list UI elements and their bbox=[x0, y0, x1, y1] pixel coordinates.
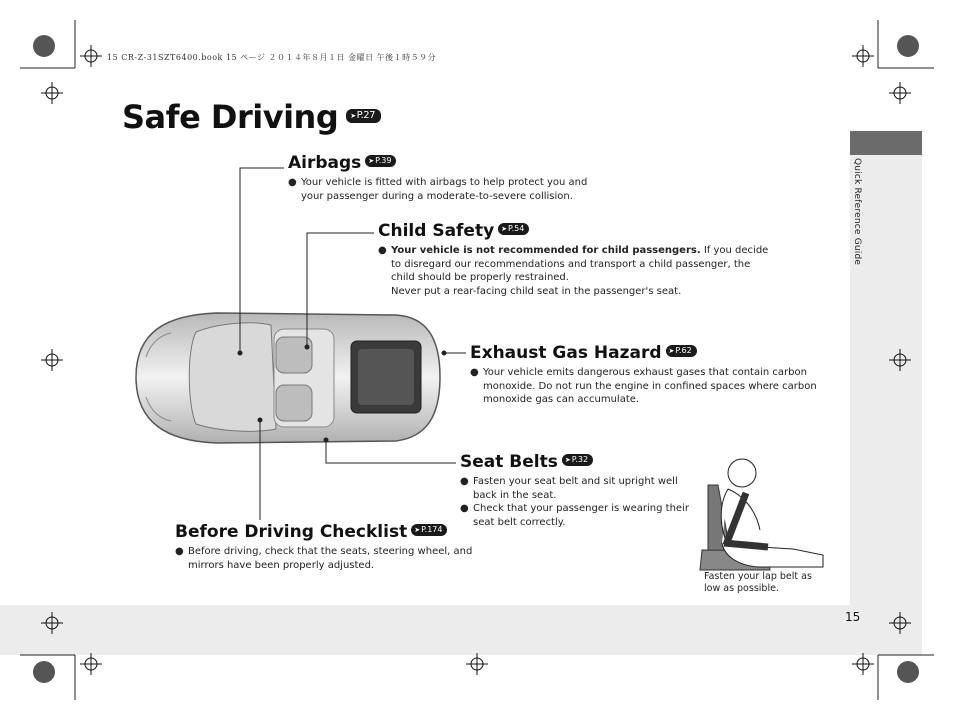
page-title-text: Safe Driving bbox=[122, 98, 339, 136]
seat-belts-bullet-2-text: Check that your passenger is wearing their seat belt correctly. bbox=[473, 503, 689, 528]
child-safety-warning-bold: Your vehicle is not recommended for child passengers. bbox=[391, 245, 701, 256]
arrow-icon: ➤ bbox=[414, 526, 421, 534]
print-header: 15 CR-Z-31SZT6400.book 15 ページ ２０１４年８月１日 金曜日 午後１時５９分 bbox=[107, 53, 437, 62]
bullet-icon: ● bbox=[460, 503, 469, 514]
page-number: 15 bbox=[845, 610, 861, 624]
child-safety-text: If you decide to disregard our recommendations and transport a child passenger, the child should be properly restrained. bbox=[391, 245, 769, 283]
bullet-icon: ● bbox=[378, 245, 387, 256]
side-tab-marker bbox=[850, 131, 922, 155]
child-safety-page-ref-label: P.54 bbox=[508, 224, 525, 233]
checklist-bullet-text: Before driving, check that the seats, steering wheel, and mirrors have been properly adjusted. bbox=[188, 546, 473, 571]
title-page-ref[interactable] bbox=[346, 109, 381, 123]
exhaust-page-ref[interactable] bbox=[666, 345, 697, 357]
airbags-title-text: Airbags bbox=[288, 153, 362, 173]
seat-belts-bullet-1 bbox=[460, 475, 695, 502]
airbags-page-ref[interactable] bbox=[365, 155, 396, 167]
child-safety-title bbox=[378, 221, 770, 241]
exhaust-bullet-text: Your vehicle emits dangerous exhaust gases that contain carbon monoxide. Do not run the engine in confined spaces where carbon monoxide gas can accumulate. bbox=[483, 367, 817, 405]
exhaust-page-ref-label: P.62 bbox=[675, 346, 692, 355]
bullet-icon: ● bbox=[470, 367, 479, 378]
seat-belts-page-ref[interactable] bbox=[562, 454, 593, 466]
section-exhaust-gas-hazard bbox=[470, 343, 830, 407]
arrow-icon: ➤ bbox=[668, 347, 675, 355]
airbags-bullet-text: Your vehicle is fitted with airbags to help protect you and your passenger during a moderate-to-severe collision. bbox=[301, 177, 588, 202]
section-seat-belts bbox=[460, 452, 695, 529]
title-page-ref-label: P.27 bbox=[356, 110, 375, 121]
seat-belts-title bbox=[460, 452, 695, 472]
car-top-view-illustration bbox=[126, 307, 446, 457]
checklist-bullet bbox=[175, 545, 475, 572]
airbags-title bbox=[288, 153, 608, 173]
checklist-page-ref[interactable] bbox=[411, 524, 447, 536]
checklist-title bbox=[175, 522, 475, 542]
seat-belts-bullet-2 bbox=[460, 502, 695, 529]
arrow-icon: ➤ bbox=[564, 456, 571, 464]
seat-belts-title-text: Seat Belts bbox=[460, 452, 558, 472]
child-safety-page-ref[interactable] bbox=[498, 223, 529, 235]
footer-band bbox=[0, 605, 922, 655]
child-safety-title-text: Child Safety bbox=[378, 221, 495, 241]
bullet-icon: ● bbox=[288, 177, 297, 188]
seat-belts-page-ref-label: P.32 bbox=[571, 455, 589, 464]
bullet-icon: ● bbox=[175, 546, 184, 557]
airbags-page-ref-label: P.39 bbox=[375, 156, 392, 165]
checklist-title-text: Before Driving Checklist bbox=[175, 522, 408, 542]
arrow-icon: ➤ bbox=[501, 225, 508, 233]
seat-belts-bullet-1-text: Fasten your seat belt and sit upright well back in the seat. bbox=[473, 476, 678, 501]
side-tab-label: Quick Reference Guide bbox=[852, 158, 862, 266]
exhaust-bullet bbox=[470, 366, 830, 407]
arrow-icon: ➤ bbox=[350, 112, 356, 120]
arrow-icon: ➤ bbox=[368, 157, 375, 165]
section-airbags bbox=[288, 153, 608, 203]
section-child-safety bbox=[378, 221, 770, 298]
child-safety-text-2: Never put a rear-facing child seat in the passenger's seat. bbox=[391, 285, 682, 297]
airbags-bullet bbox=[288, 176, 608, 203]
section-before-driving-checklist bbox=[175, 522, 475, 572]
exhaust-title-text: Exhaust Gas Hazard bbox=[470, 343, 662, 363]
checklist-page-ref-label: P.174 bbox=[421, 525, 443, 534]
page-title bbox=[122, 98, 381, 136]
seated-person-seatbelt-illustration bbox=[698, 455, 828, 573]
bullet-icon: ● bbox=[460, 476, 469, 487]
exhaust-title bbox=[470, 343, 830, 363]
lap-belt-caption: Fasten your lap belt as low as possible. bbox=[704, 571, 812, 594]
child-safety-bullet bbox=[378, 244, 770, 298]
